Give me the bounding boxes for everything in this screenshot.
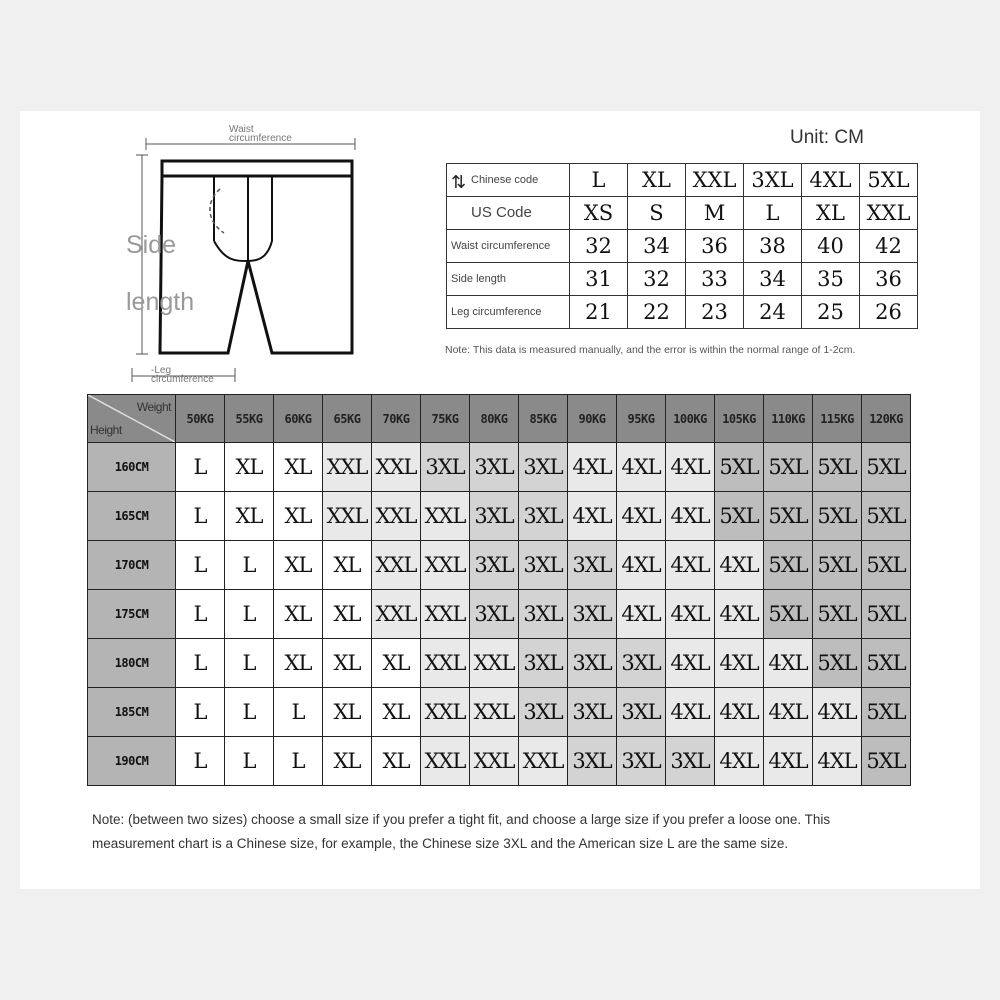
size-cell: 5XL xyxy=(813,492,862,541)
size-cell: L xyxy=(225,688,274,737)
measurement-cell: 32 xyxy=(570,230,628,263)
unit-label: Unit: CM xyxy=(790,127,864,148)
weight-column-header: 65KG xyxy=(323,395,372,443)
size-cell: 5XL xyxy=(715,443,764,492)
size-cell: XL xyxy=(372,639,421,688)
size-cell: 4XL xyxy=(813,737,862,786)
size-cell: XL xyxy=(372,688,421,737)
size-cell: 3XL xyxy=(519,590,568,639)
size-cell: 4XL xyxy=(617,443,666,492)
measurement-cell: XXL xyxy=(860,197,918,230)
shorts-outline-drawing xyxy=(20,111,420,401)
size-cell: 4XL xyxy=(715,541,764,590)
measurement-row xyxy=(447,197,918,230)
size-cell: XL xyxy=(274,590,323,639)
size-cell: 5XL xyxy=(813,443,862,492)
grid-row xyxy=(88,590,911,639)
measurement-cell: XXL xyxy=(686,164,744,197)
size-cell: XL xyxy=(323,590,372,639)
size-cell: 5XL xyxy=(764,590,813,639)
weight-column-header: 90KG xyxy=(568,395,617,443)
size-cell: 5XL xyxy=(862,737,911,786)
size-cell: 5XL xyxy=(862,639,911,688)
measurement-cell: 35 xyxy=(802,263,860,296)
size-cell: 3XL xyxy=(470,590,519,639)
measurement-note: Note: This data is measured manually, and the error is within the normal range of 1-2cm. xyxy=(445,344,856,356)
measurement-cell: 5XL xyxy=(860,164,918,197)
size-cell: 3XL xyxy=(519,688,568,737)
size-cell: 5XL xyxy=(813,639,862,688)
size-cell: 5XL xyxy=(862,590,911,639)
size-cell: 4XL xyxy=(715,639,764,688)
size-cell: 4XL xyxy=(568,443,617,492)
size-cell: 4XL xyxy=(715,737,764,786)
weight-column-header: 100KG xyxy=(666,395,715,443)
size-cell: 3XL xyxy=(666,737,715,786)
size-cell: 3XL xyxy=(519,443,568,492)
size-cell: 5XL xyxy=(862,443,911,492)
height-row-header: 175CM xyxy=(88,590,176,639)
measurement-cell: 36 xyxy=(686,230,744,263)
measurement-row xyxy=(447,164,918,197)
size-chart-sheet xyxy=(20,111,980,889)
weight-column-header: 70KG xyxy=(372,395,421,443)
size-cell: 4XL xyxy=(764,737,813,786)
size-cell: 3XL xyxy=(568,639,617,688)
size-cell: XL xyxy=(323,688,372,737)
size-cell: 4XL xyxy=(715,688,764,737)
weight-axis-label: Weight xyxy=(136,400,171,414)
measurement-cell: 36 xyxy=(860,263,918,296)
weight-column-header: 60KG xyxy=(274,395,323,443)
size-cell: L xyxy=(176,639,225,688)
size-cell: 4XL xyxy=(666,590,715,639)
size-cell: 3XL xyxy=(568,737,617,786)
measurement-cell: L xyxy=(744,197,802,230)
size-cell: XL xyxy=(372,737,421,786)
measurement-row xyxy=(447,263,918,296)
measurement-row xyxy=(447,230,918,263)
height-axis-label: Height xyxy=(90,423,122,437)
grid-row xyxy=(88,639,911,688)
size-cell: 4XL xyxy=(666,639,715,688)
size-advice-note: Note: (between two sizes) choose a small size if you prefer a tight fit, and choose a large size if you prefer a loose one. This measurement chart is a Chinese size, for example, the Chinese size 3XL and the American size L are the same size. xyxy=(92,812,831,851)
measurement-cell: 42 xyxy=(860,230,918,263)
size-cell: 5XL xyxy=(813,541,862,590)
size-cell: XL xyxy=(225,492,274,541)
size-cell: 3XL xyxy=(421,443,470,492)
height-weight-grid xyxy=(87,394,911,786)
measurement-cell: 25 xyxy=(802,296,860,329)
size-cell: XXL xyxy=(470,688,519,737)
measurement-row-label-text: Waist circumference xyxy=(451,239,551,252)
size-cell: 3XL xyxy=(617,737,666,786)
size-cell: 5XL xyxy=(764,443,813,492)
measurement-cell: 23 xyxy=(686,296,744,329)
size-cell: L xyxy=(225,737,274,786)
size-cell: L xyxy=(225,590,274,639)
size-cell: XL xyxy=(323,639,372,688)
size-cell: 4XL xyxy=(666,688,715,737)
measurement-cell: 4XL xyxy=(802,164,860,197)
size-cell: XXL xyxy=(470,639,519,688)
size-cell: XXL xyxy=(421,639,470,688)
measurement-row-label xyxy=(447,164,570,197)
size-cell: L xyxy=(176,443,225,492)
measurement-cell: 26 xyxy=(860,296,918,329)
height-row-header: 160CM xyxy=(88,443,176,492)
height-row-header: 180CM xyxy=(88,639,176,688)
measurement-row xyxy=(447,296,918,329)
size-cell: 5XL xyxy=(764,492,813,541)
measurement-cell: M xyxy=(686,197,744,230)
size-cell: 5XL xyxy=(862,688,911,737)
size-cell: XXL xyxy=(421,590,470,639)
side-label-line1: Side xyxy=(126,231,177,259)
height-row-header: 190CM xyxy=(88,737,176,786)
weight-column-header: 95KG xyxy=(617,395,666,443)
size-cell: 4XL xyxy=(666,492,715,541)
measurement-row-label-text: Chinese code xyxy=(471,173,539,186)
grid-corner xyxy=(88,395,176,443)
grid-row xyxy=(88,443,911,492)
size-cell: 4XL xyxy=(764,639,813,688)
size-cell: L xyxy=(176,688,225,737)
size-cell: 3XL xyxy=(470,443,519,492)
measurement-row-label xyxy=(447,296,570,329)
size-cell: 4XL xyxy=(617,541,666,590)
size-cell: 4XL xyxy=(617,492,666,541)
size-cell: 3XL xyxy=(519,639,568,688)
size-cell: XL xyxy=(274,443,323,492)
size-cell: 3XL xyxy=(617,688,666,737)
size-cell: 5XL xyxy=(715,492,764,541)
measurement-row-label xyxy=(447,230,570,263)
measurement-cell: XS xyxy=(570,197,628,230)
size-cell: 4XL xyxy=(617,590,666,639)
size-cell: XL xyxy=(274,541,323,590)
weight-column-header: 120KG xyxy=(862,395,911,443)
size-cell: XXL xyxy=(421,541,470,590)
grid-row xyxy=(88,492,911,541)
weight-column-header: 75KG xyxy=(421,395,470,443)
height-row-header: 170CM xyxy=(88,541,176,590)
measurement-cell: 24 xyxy=(744,296,802,329)
size-cell: L xyxy=(176,492,225,541)
weight-column-header: 55KG xyxy=(225,395,274,443)
size-cell: 5XL xyxy=(862,492,911,541)
size-cell: 4XL xyxy=(666,443,715,492)
size-cell: L xyxy=(225,541,274,590)
measurement-cell: 3XL xyxy=(744,164,802,197)
measurement-cell: 33 xyxy=(686,263,744,296)
measurement-row-label xyxy=(447,197,570,230)
measurement-cell: 22 xyxy=(628,296,686,329)
side-label-line2: length xyxy=(126,288,195,316)
size-cell: 5XL xyxy=(764,541,813,590)
size-cell: L xyxy=(225,639,274,688)
swap-arrows-icon: ⇅ xyxy=(451,172,467,192)
size-cell: XXL xyxy=(470,737,519,786)
grid-row xyxy=(88,737,911,786)
size-cell: 5XL xyxy=(862,541,911,590)
measurement-cell: XL xyxy=(628,164,686,197)
measurement-row-label xyxy=(447,263,570,296)
size-cell: L xyxy=(176,541,225,590)
measurement-cell: XL xyxy=(802,197,860,230)
size-cell: L xyxy=(176,590,225,639)
size-cell: XXL xyxy=(421,492,470,541)
leg-label: -Leg circumference xyxy=(151,365,214,385)
weight-column-header: 50KG xyxy=(176,395,225,443)
size-cell: 3XL xyxy=(568,541,617,590)
size-cell: XXL xyxy=(372,590,421,639)
size-cell: 3XL xyxy=(470,492,519,541)
size-cell: L xyxy=(274,688,323,737)
size-cell: 3XL xyxy=(519,541,568,590)
measurement-cell: 40 xyxy=(802,230,860,263)
size-cell: XXL xyxy=(519,737,568,786)
measurement-cell: 34 xyxy=(744,263,802,296)
size-cell: 4XL xyxy=(813,688,862,737)
size-cell: 5XL xyxy=(813,590,862,639)
shorts-diagram xyxy=(20,111,420,401)
size-cell: 3XL xyxy=(519,492,568,541)
size-cell: 3XL xyxy=(470,541,519,590)
grid-row xyxy=(88,541,911,590)
weight-column-header: 115KG xyxy=(813,395,862,443)
size-cell: 4XL xyxy=(715,590,764,639)
size-cell: XXL xyxy=(421,737,470,786)
weight-column-header: 85KG xyxy=(519,395,568,443)
measurement-cell: 34 xyxy=(628,230,686,263)
weight-column-header: 80KG xyxy=(470,395,519,443)
measurement-row-label-text: US Code xyxy=(471,204,532,221)
measurement-cell: 21 xyxy=(570,296,628,329)
size-cell: XXL xyxy=(372,541,421,590)
waist-label: Waist circumference xyxy=(229,124,292,144)
size-cell: 4XL xyxy=(764,688,813,737)
size-cell: XXL xyxy=(323,492,372,541)
measurement-table xyxy=(446,163,918,329)
size-cell: XXL xyxy=(421,688,470,737)
size-cell: 4XL xyxy=(666,541,715,590)
grid-row xyxy=(88,688,911,737)
size-cell: XL xyxy=(274,492,323,541)
measurement-row-label-text: Side length xyxy=(451,272,507,285)
measurement-cell: 31 xyxy=(570,263,628,296)
measurement-row-label-text: Leg circumference xyxy=(451,305,542,318)
size-cell: XL xyxy=(323,737,372,786)
size-cell: XL xyxy=(274,639,323,688)
grid-header-row xyxy=(88,395,911,443)
measurement-cell: 38 xyxy=(744,230,802,263)
size-cell: XL xyxy=(225,443,274,492)
size-cell: XXL xyxy=(372,443,421,492)
measurement-cell: L xyxy=(570,164,628,197)
size-cell: 3XL xyxy=(568,688,617,737)
weight-column-header: 110KG xyxy=(764,395,813,443)
size-cell: 3XL xyxy=(617,639,666,688)
size-cell: L xyxy=(274,737,323,786)
measurement-cell: S xyxy=(628,197,686,230)
size-cell: XL xyxy=(323,541,372,590)
height-row-header: 165CM xyxy=(88,492,176,541)
size-cell: XXL xyxy=(323,443,372,492)
size-cell: XXL xyxy=(372,492,421,541)
size-cell: 4XL xyxy=(568,492,617,541)
size-cell: 3XL xyxy=(568,590,617,639)
weight-column-header: 105KG xyxy=(715,395,764,443)
size-cell: L xyxy=(176,737,225,786)
height-row-header: 185CM xyxy=(88,688,176,737)
measurement-cell: 32 xyxy=(628,263,686,296)
